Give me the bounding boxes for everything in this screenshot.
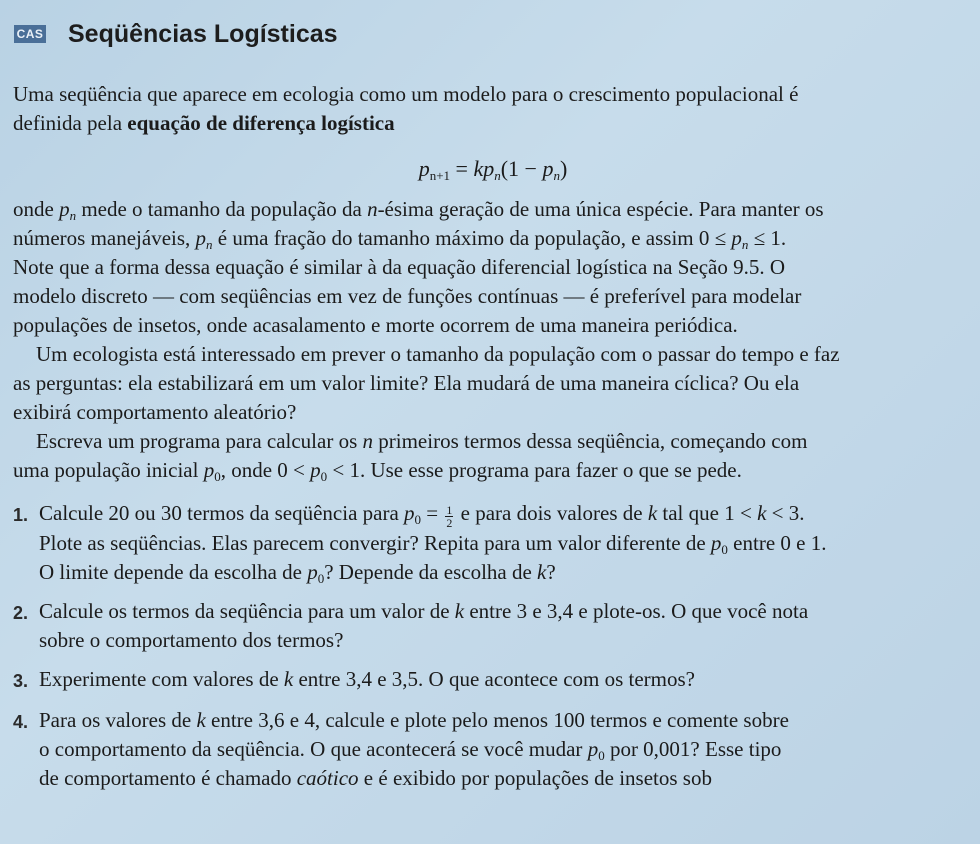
item-2-line-2: sobre o comportamento dos termos? [39,628,344,652]
item-1-line-1: Calcule 20 ou 30 termos da seqüência para $p_0$ = $\frac{1}{2}$ e para dois valores de k tal que 1 < k < 3. [39,501,805,530]
p3-line-1: Escreva um programa para calcular os n primeiros termos dessa seqüência, começando com [36,429,808,453]
paragraph-3 [13,427,980,485]
item-number: 4. [13,712,29,732]
cas-badge: CAS [14,25,46,43]
item-1-line-3: O limite depende da escolha de $p_0$? Depende da escolha de k? [39,560,556,586]
item-4-line-2: o comportamento da seqüência. O que acontecerá se você mudar $p_0$ por 0,001? Esse tipo [39,737,782,763]
p2-line-2: as perguntas: ela estabilizará em um valor limite? Ela mudará de uma maneira cíclica? Ou ela [13,371,800,395]
section-header [14,14,338,54]
p3-line-2: uma população inicial $p_0$, onde $0 < p_0 < 1$. Use esse programa para fazer o que se pede. [13,458,742,484]
p2-line-3: exibirá comportamento aleatório? [13,400,297,424]
exercise-item-4 [13,706,980,793]
p1-line-5: populações de insetos, onde acasalamento e morte ocorrem de uma maneira periódica. [13,313,738,337]
p1-line-1: onde $p_n$ mede o tamanho da população da n-ésima geração de uma única espécie. Para manter os [13,197,824,223]
logistic-equation: $p_{n+1} = kp_n(1 - p_n)$ [418,156,568,183]
p2-line-1: Um ecologista está interessado em prever o tamanho da população com o passar do tempo e faz [36,342,840,366]
item-4-line-1: Para os valores de k entre 3,6 e 4, calcule e plote pelo menos 100 termos e comente sobre [39,708,789,732]
p1-line-2: números manejáveis, $p_n$ é uma fração do tamanho máximo da população, e assim $0 \le p_n \le 1$. [13,226,787,252]
p1-line-3: Note que a forma dessa equação é similar à da equação diferencial logística na Seção 9.5. O [13,255,785,279]
exercise-item-1 [13,499,980,587]
item-number: 1. [13,505,29,525]
section-body [13,80,980,793]
logistic-term: equação de diferença logística [127,111,395,135]
intro-line-2: definida pela equação de diferença logística [13,111,395,135]
exercise-item-2 [13,597,980,655]
item-2-line-1: Calcule os termos da seqüência para um valor de k entre 3 e 3,4 e plote-os. O que você nota [39,599,809,623]
paragraph-2 [13,340,980,427]
half-fraction: $\frac{1}{2}$ [446,503,453,530]
p1-line-4: modelo discreto — com seqüências em vez de funções contínuas — é preferível para modelar [13,284,802,308]
item-number: 2. [13,603,29,623]
paragraph-1 [13,195,980,340]
intro-line-1: Uma seqüência que aparece em ecologia como um modelo para o crescimento populacional é [13,82,799,106]
item-1-line-2: Plote as seqüências. Elas parecem convergir? Repita para um valor diferente de $p_0$ entre 0 e 1. [39,531,827,557]
item-4-line-3: de comportamento é chamado caótico e é exibido por populações de insetos sob [39,766,712,790]
exercise-item-3 [13,665,980,696]
item-3-line-1: Experimente com valores de k entre 3,4 e 3,5. O que acontece com os termos? [39,667,696,691]
section-title: Seqüências Logísticas [68,19,338,48]
item-number: 3. [13,671,29,691]
chaotic-term: caótico [296,766,359,790]
